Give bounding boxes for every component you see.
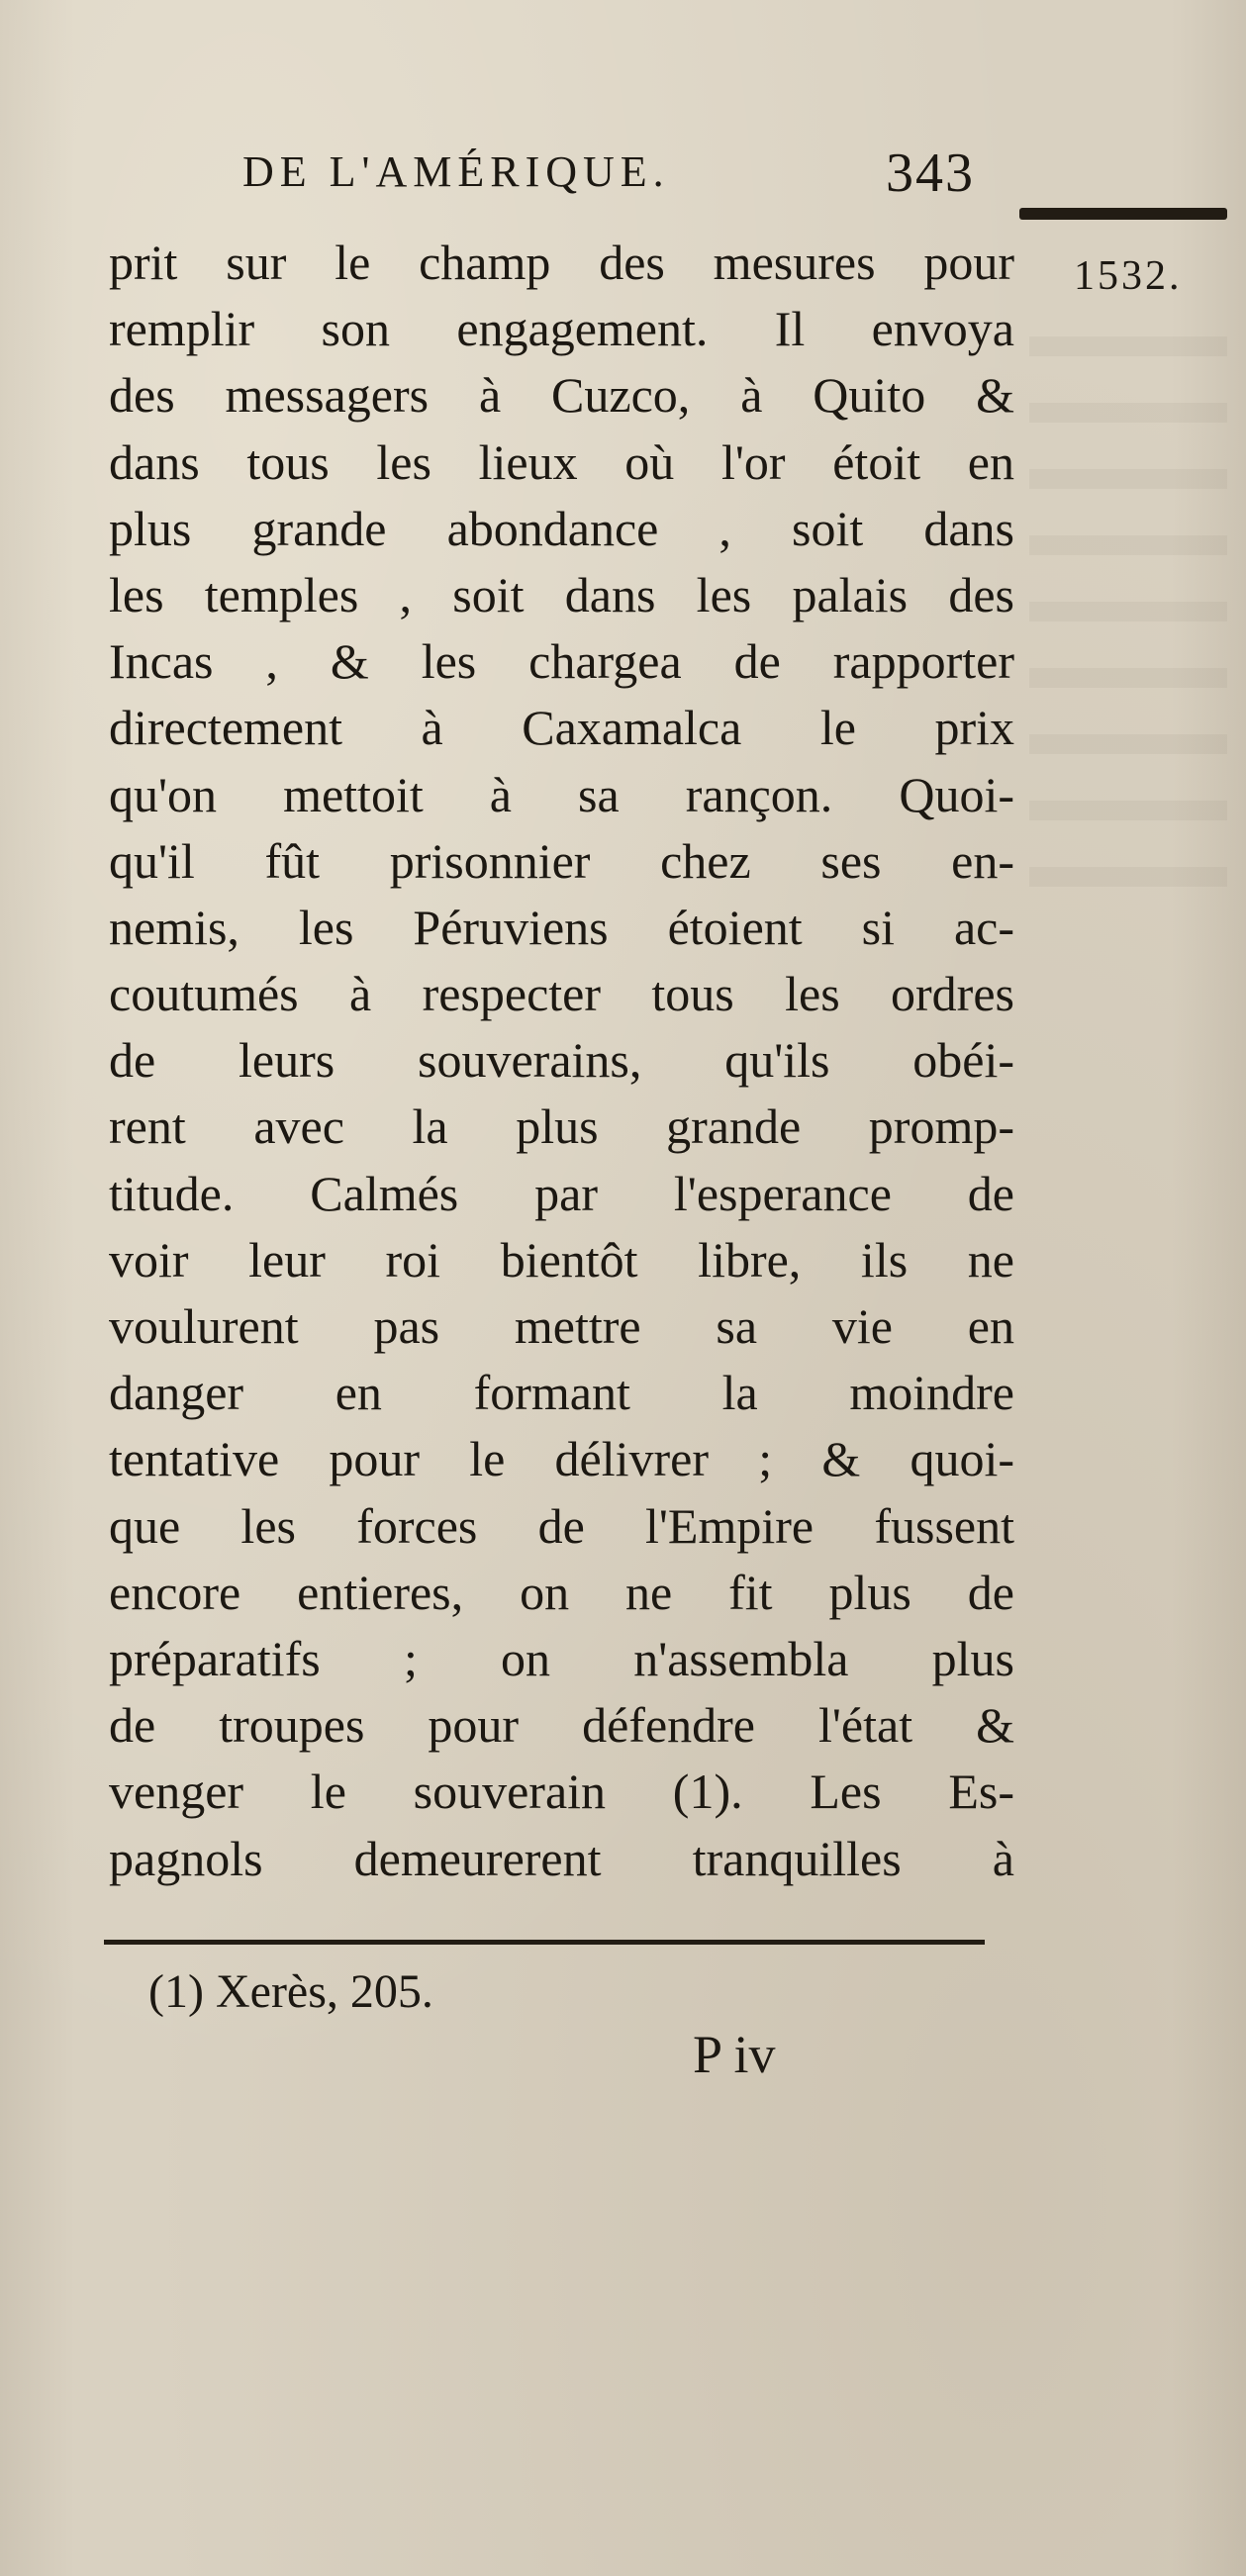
text-line: nemis, les Péruviens étoient si ac-	[109, 899, 1014, 955]
text-line: Incas , & les chargea de rapporter	[109, 633, 1014, 690]
text-line: les temples , soit dans les palais des	[109, 566, 1014, 622]
signature-mark: P iv	[693, 2025, 776, 2084]
page-number: 343	[886, 143, 975, 204]
text-line: dans tous les lieux où l'or étoit en	[109, 433, 1014, 490]
text-line: que les forces de l'Empire fussent	[109, 1497, 1014, 1554]
bleed-through-texture	[1029, 336, 1227, 891]
text-line: voir leur roi bientôt libre, ils ne	[109, 1231, 1014, 1288]
text-line: titude. Calmés par l'esperance de	[109, 1165, 1014, 1221]
text-line: danger en formant la moindre	[109, 1365, 1014, 1421]
text-line: directement à Caxamalca le prix	[109, 700, 1014, 756]
text-line: voulurent pas mettre sa vie en	[109, 1298, 1014, 1354]
header-rule	[1019, 208, 1227, 220]
margin-year-note: 1532.	[1074, 253, 1183, 299]
text-line: venger le souverain (1). Les Es-	[109, 1764, 1014, 1820]
text-line: prit sur le champ des mesures pour	[109, 235, 1014, 290]
text-line: remplir son engagement. Il envoya	[109, 301, 1014, 357]
text-line: tentative pour le délivrer ; & quoi-	[109, 1431, 1014, 1487]
text-line: qu'on mettoit à sa rançon. Quoi-	[109, 766, 1014, 822]
text-line: des messagers à Cuzco, à Quito &	[109, 367, 1014, 424]
text-line: rent avec la plus grande promp-	[109, 1098, 1014, 1155]
footnote: (1) Xerès, 205.	[148, 1965, 433, 2018]
text-line: qu'il fût prisonnier chez ses en-	[109, 832, 1014, 889]
footnote-rule	[104, 1940, 985, 1945]
text-line: de leurs souverains, qu'ils obéi-	[109, 1032, 1014, 1089]
text-line: plus grande abondance , soit dans	[109, 500, 1014, 556]
body-text	[109, 230, 1014, 1892]
text-line: préparatifs ; on n'assembla plus	[109, 1630, 1014, 1686]
text-line: coutumés à respecter tous les ordres	[109, 966, 1014, 1022]
running-title: DE L'AMÉRIQUE.	[242, 147, 670, 196]
text-line: pagnols demeurerent tranquilles à	[109, 1830, 1014, 1886]
text-line: encore entieres, on ne fit plus de	[109, 1564, 1014, 1620]
text-line: de troupes pour défendre l'état &	[109, 1697, 1014, 1754]
